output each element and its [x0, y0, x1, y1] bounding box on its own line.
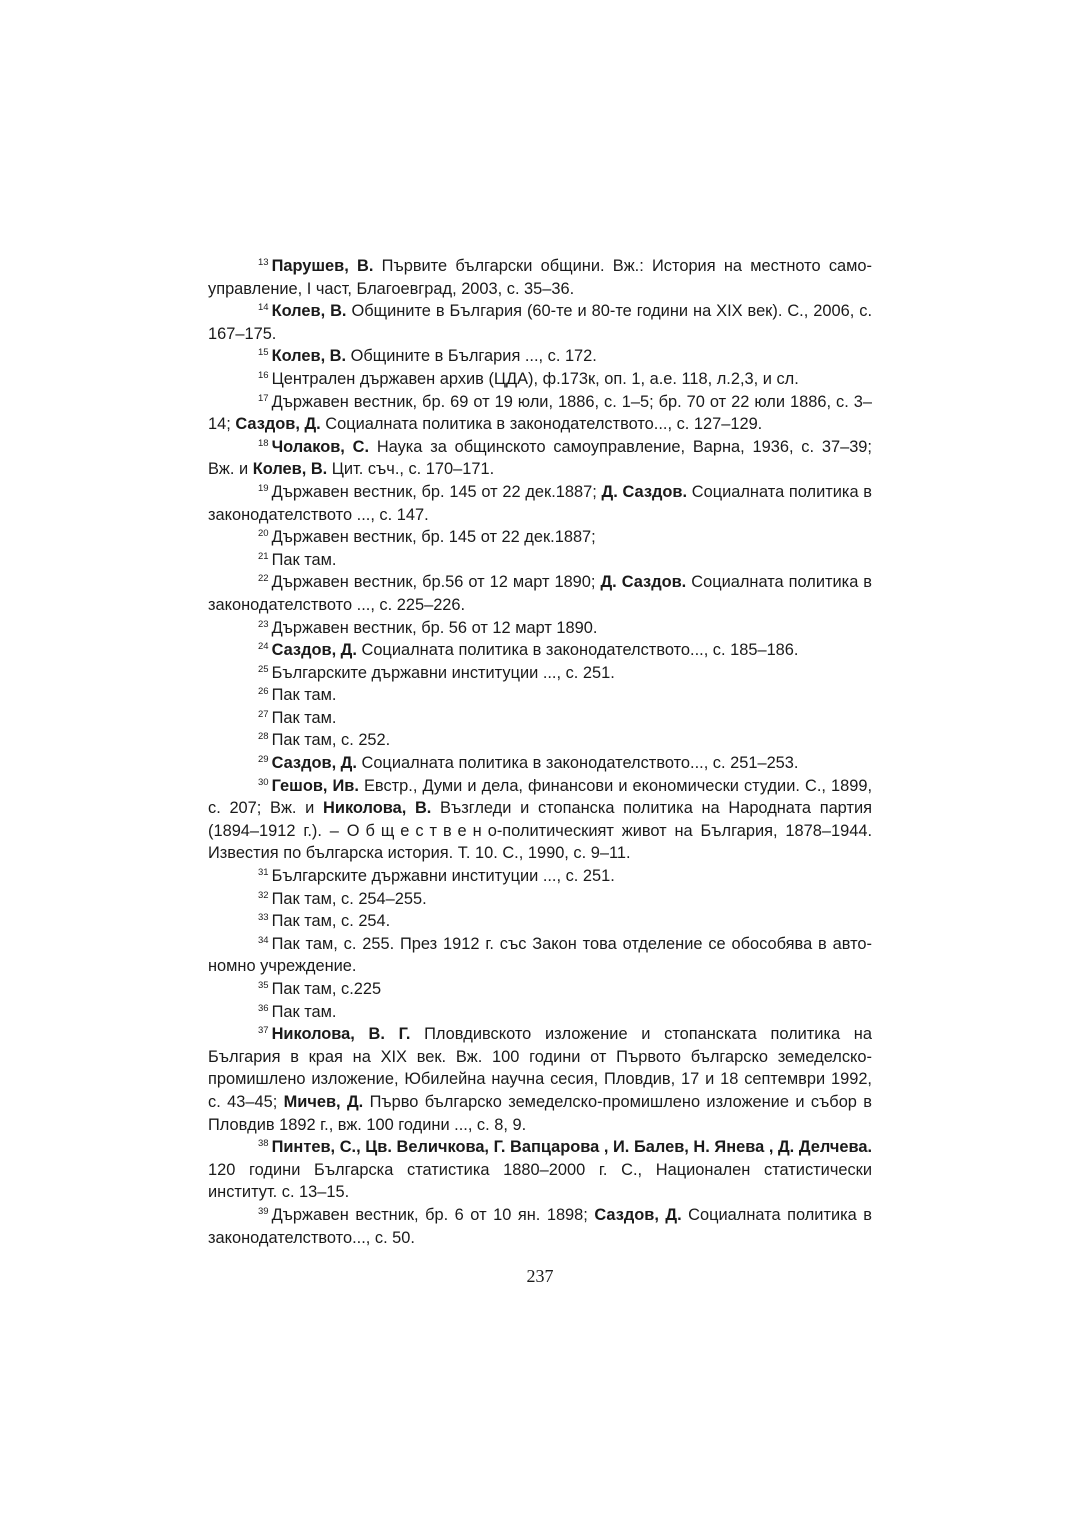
footnote-text: Социалната политика в законодателството ..., с. 225–226.	[208, 573, 873, 614]
footnote-text: Възгледи и стопанска политика на Народната партия (1894–1912 г.). –	[208, 799, 872, 840]
footnote-text: Цит. съч., с. 170–171.	[327, 460, 495, 479]
footnote-number: 29	[258, 754, 269, 766]
footnote-text: Държавен вестник, бр. 69 от 19 юли, 1886, с. 1–5; бр. 70 от 22 юли 1886, с. 3–14;	[208, 392, 872, 434]
footnote-29	[208, 752, 872, 775]
footnote-31	[208, 865, 872, 888]
footnote-text: 120 години Българска статистика 1880–2000 г. С., Национален статистически институт. с. 13–15.	[208, 1160, 872, 1202]
footnote-22	[208, 571, 872, 616]
footnote-author: Чолаков, С.	[271, 437, 370, 456]
footnote-37	[208, 1023, 872, 1136]
footnote-number: 19	[258, 482, 269, 494]
footnote-author: Саздов, Д.	[235, 415, 321, 434]
footnote-number: 28	[258, 731, 269, 743]
footnote-text: Българските държавни институции ..., с. 251.	[271, 867, 615, 886]
footnote-text: Пак там, с.225	[271, 980, 382, 998]
footnote-text: Пак там, с. 254–255.	[271, 889, 427, 908]
footnote-number: 33	[258, 912, 269, 924]
footnote-text: Държавен вестник, бр. 145 от 22 дек.1887;	[271, 482, 602, 501]
footnote-author: Пинтев, С., Цв. Величкова, Г. Вапцарова , И. Балев, Н. Янева , Д. Делчева.	[271, 1138, 872, 1157]
footnote-17	[208, 391, 872, 436]
footnote-text: Социалната политика в законодателството..., с. 50.	[208, 1205, 872, 1247]
footnote-39	[208, 1204, 872, 1249]
footnote-number: 38	[258, 1138, 269, 1150]
footnote-38	[208, 1136, 872, 1204]
footnote-number: 25	[258, 663, 269, 675]
footnote-number: 30	[258, 776, 269, 788]
footnote-number: 35	[258, 980, 269, 991]
footnote-text: Пак там, с. 254.	[271, 912, 391, 931]
footnote-15	[208, 345, 872, 368]
footnote-text: Общините в България ..., с. 172.	[346, 347, 597, 366]
footnote-text: Евстр., Думи и дела, финансови и економически студии. С., 1899, с. 207; Вж. и	[208, 776, 873, 818]
footnote-13	[208, 255, 872, 300]
footnote-number: 34	[258, 934, 269, 946]
footnote-35	[208, 978, 872, 1001]
footnote-text: Социалната политика в законодателството ..., с. 147.	[208, 482, 873, 524]
footnote-text: Пловдивското изложение и стопанската политика на България в края на XIX век. Вж. 100 години от Първото българско земеделско-промишлено изложение, Юбилейна научна сесия, Пловдив, 17 и 18 септември 1992, с. 43–45;	[208, 1025, 872, 1111]
footnote-27	[208, 707, 872, 730]
footnote-number: 39	[258, 1205, 269, 1217]
footnote-20	[208, 526, 872, 549]
footnote-author: Мичев, Д.	[283, 1092, 364, 1111]
footnote-25	[208, 662, 872, 685]
footnote-author: Саздов, Д.	[594, 1205, 682, 1224]
footnote-author: Парушев, В.	[271, 257, 374, 275]
page-number: 237	[526, 1266, 554, 1286]
footnote-number: 13	[258, 257, 269, 268]
footnote-number: 16	[258, 369, 269, 381]
footnote-author: Колев, В.	[252, 460, 328, 479]
footnote-text: Първо българско земеделско-промишлено изложение и събор в Пловдив 1892 г., вж. 100 години ..., с. 8, 9.	[208, 1092, 872, 1134]
footnotes-block	[208, 255, 872, 1249]
footnote-text: Пак там.	[271, 686, 337, 705]
footnote-16	[208, 368, 872, 391]
footnote-text: Централен държавен архив (ЦДА), ф.173к, оп. 1, а.е. 118, л.2,3, и сл.	[271, 369, 799, 388]
footnote-text: Наука за общинското самоуправление, Варна, 1936, с. 37–39; Вж. и	[208, 437, 872, 479]
footnote-text: Пак там.	[271, 1002, 337, 1021]
footnote-number: 24	[258, 641, 269, 653]
footnote-number: 15	[258, 347, 269, 359]
footnote-number: 20	[258, 528, 269, 540]
footnote-26	[208, 684, 872, 707]
footnote-text: Общините в България (60-те и 80-те години на XIX век). С., 2006, с. 167–175.	[208, 302, 872, 343]
footnote-text: Пак там, с. 252.	[271, 731, 391, 750]
footnote-text: Държавен вестник, бр.56 от 12 март 1890;	[271, 573, 601, 592]
footnote-author: Николова, В.	[323, 799, 432, 818]
footnote-number: 18	[258, 437, 269, 449]
footnote-30	[208, 775, 872, 865]
footnote-number: 27	[258, 708, 269, 720]
footnote-33	[208, 910, 872, 933]
footnote-34	[208, 933, 872, 978]
footnote-author: Колев, В.	[271, 347, 347, 366]
footnote-23	[208, 617, 872, 640]
footnote-36	[208, 1001, 872, 1024]
footnote-number: 21	[258, 550, 269, 562]
footnote-text: Държавен вестник, бр. 56 от 12 март 1890.	[271, 618, 598, 637]
footnote-text: о-политическият живот на България, 1878–1944. Известия по българска история. Т. 10. С., 1990, с. 9–11.	[208, 821, 872, 863]
footnote-text: Държавен вестник, бр. 6 от 10 ян. 1898;	[271, 1205, 595, 1224]
footnote-14	[208, 300, 872, 345]
footnote-number: 31	[258, 867, 269, 879]
footnote-author: Николова, В. Г.	[271, 1025, 411, 1044]
footnote-spaced-text: Обществен	[346, 821, 488, 840]
footnote-24	[208, 639, 872, 662]
footnote-author: Гешов, Ив.	[271, 776, 359, 795]
footnote-text: Пак там, с. 255. През 1912 г. със Закон това отделение се обособява в автономно учреждение.	[208, 934, 872, 976]
footnote-text: Първите български общини. Вж.: История на местното самоуправление, І част, Благоевград, 2003, с. 35–36.	[208, 257, 872, 298]
footnote-32	[208, 888, 872, 911]
footnote-number: 22	[258, 573, 269, 585]
footnote-text: Пак там.	[271, 550, 337, 569]
footnote-author: Д. Саздов.	[601, 482, 688, 501]
footnote-text: Пак там.	[271, 708, 337, 727]
footnote-text: Българските държавни институции ..., с. 251.	[271, 663, 615, 682]
footnote-author: Д. Саздов.	[600, 573, 687, 592]
footnote-text: Държавен вестник, бр. 145 от 22 дек.1887;	[271, 528, 596, 547]
footnote-author: Саздов, Д.	[271, 641, 357, 660]
footnote-number: 37	[258, 1025, 269, 1037]
footnote-28	[208, 729, 872, 752]
footnote-number: 17	[258, 392, 269, 404]
footnote-text: Социалната политика в законодателството..., с. 185–186.	[356, 641, 799, 660]
footnote-21	[208, 549, 872, 572]
footnote-text: Социалната политика в законодателството..., с. 251–253.	[356, 754, 799, 773]
footnote-author: Саздов, Д.	[271, 754, 357, 773]
footnote-number: 26	[258, 686, 269, 698]
footnote-number: 36	[258, 1002, 269, 1014]
footnote-18	[208, 436, 872, 481]
footnote-text: Социалната политика в законодателството..., с. 127–129.	[320, 415, 763, 434]
footnote-number: 23	[258, 618, 269, 630]
footnote-19	[208, 481, 872, 526]
footnote-author: Колев, В.	[271, 302, 347, 321]
footnote-number: 32	[258, 889, 269, 901]
footnote-number: 14	[258, 302, 269, 314]
